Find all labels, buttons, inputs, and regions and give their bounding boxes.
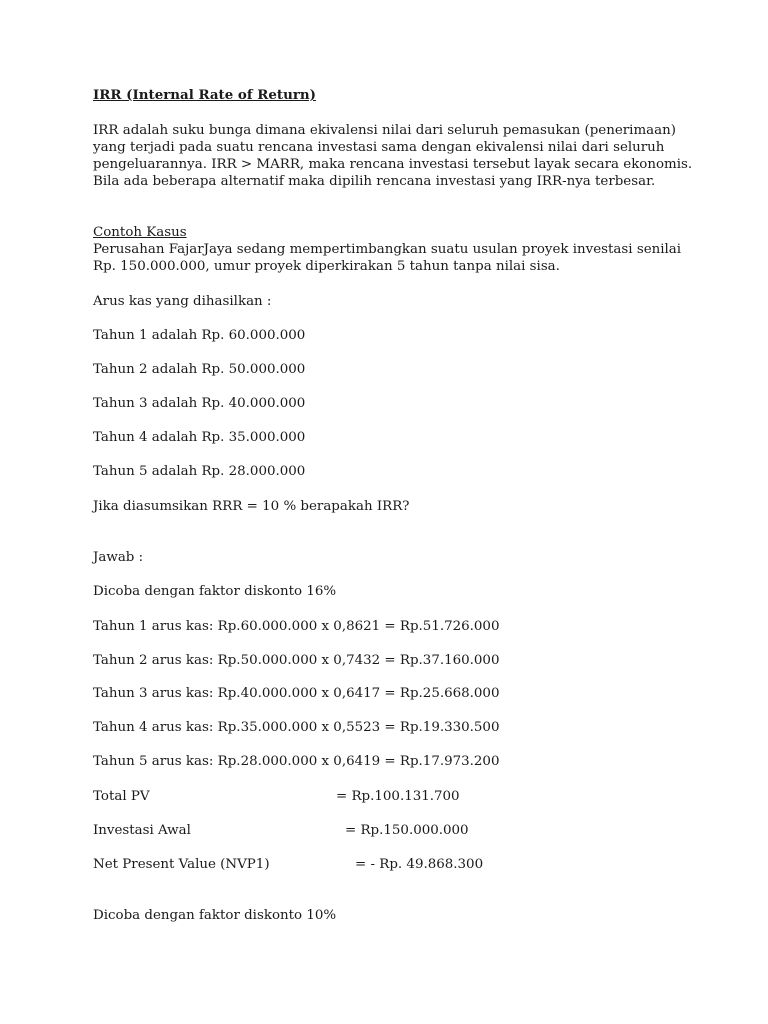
cashflow-year-5: Tahun 5 adalah Rp. 28.000.000 [93, 464, 306, 479]
answer-label: Jawab : [93, 550, 144, 565]
intro-line-1: IRR adalah suku bunga dimana ekivalensi nilai dari seluruh pemasukan (penerimaan) [93, 123, 676, 138]
initial-investment-label: Investasi Awal [93, 823, 191, 838]
total-pv-value: = Rp.100.131.700 [336, 789, 460, 804]
case-line-1: Perusahan FajarJaya sedang mempertimbangkan suatu usulan proyek investasi senilai [93, 242, 682, 257]
pv-row-4: Tahun 4 arus kas: Rp.35.000.000 x 0,5523 = Rp.19.330.500 [93, 720, 500, 735]
pv-row-3: Tahun 3 arus kas: Rp.40.000.000 x 0,6417 = Rp.25.668.000 [93, 686, 500, 701]
cashflow-year-2: Tahun 2 adalah Rp. 50.000.000 [93, 362, 306, 377]
cashflow-year-3: Tahun 3 adalah Rp. 40.000.000 [93, 396, 306, 411]
total-pv-row [93, 788, 693, 805]
cashflow-year-4: Tahun 4 adalah Rp. 35.000.000 [93, 430, 306, 445]
intro-line-4: Bila ada beberapa alternatif maka dipilih rencana investasi yang IRR-nya terbesar. [93, 174, 656, 189]
intro-line-2: yang terjadi pada suatu rencana investasi sama dengan ekivalensi nilai dari seluruh [93, 140, 665, 155]
question-text: Jika diasumsikan RRR = 10 % berapakah IRR? [93, 499, 410, 514]
initial-investment-row [93, 822, 693, 839]
initial-investment-value: = Rp.150.000.000 [345, 823, 469, 838]
case-heading: Contoh Kasus [93, 225, 187, 240]
pv-row-1: Tahun 1 arus kas: Rp.60.000.000 x 0,8621 = Rp.51.726.000 [93, 619, 500, 634]
npv-value: = - Rp. 49.868.300 [355, 857, 484, 872]
intro-line-3: pengeluarannya. IRR > MARR, maka rencana investasi tersebut layak secara ekonomis. [93, 157, 693, 172]
pv-row-2: Tahun 2 arus kas: Rp.50.000.000 x 0,7432 = Rp.37.160.000 [93, 653, 500, 668]
cashflow-year-1: Tahun 1 adalah Rp. 60.000.000 [93, 328, 306, 343]
document-title: IRR (Internal Rate of Return) [93, 87, 316, 103]
discount-16-label: Dicoba dengan faktor diskonto 16% [93, 584, 337, 599]
cashflow-label: Arus kas yang dihasilkan : [93, 294, 272, 309]
npv-label: Net Present Value (NVP1) [93, 857, 270, 872]
pv-row-5: Tahun 5 arus kas: Rp.28.000.000 x 0,6419 = Rp.17.973.200 [93, 754, 500, 769]
discount-10-label: Dicoba dengan faktor diskonto 10% [93, 908, 337, 923]
case-line-2: Rp. 150.000.000, umur proyek diperkirakan 5 tahun tanpa nilai sisa. [93, 259, 560, 274]
total-pv-label: Total PV [93, 789, 150, 804]
npv-row [93, 856, 693, 873]
